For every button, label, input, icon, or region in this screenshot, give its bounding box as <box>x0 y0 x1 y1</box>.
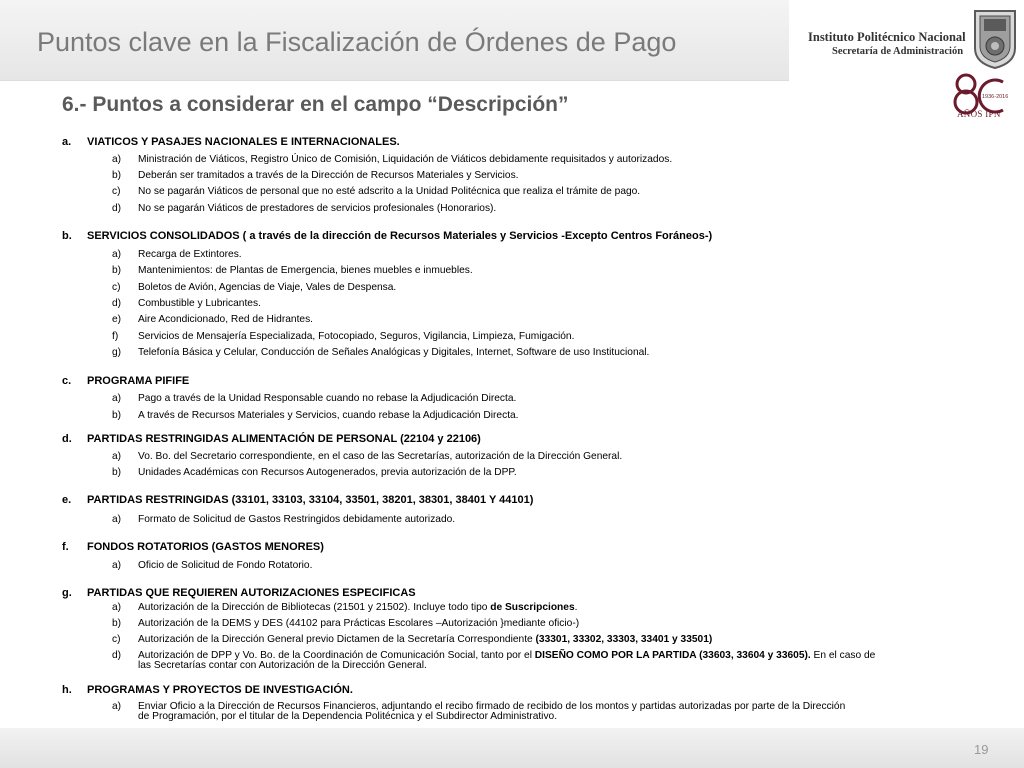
item-letter: c) <box>112 634 121 645</box>
list-item <box>112 393 516 404</box>
list-item <box>112 560 312 571</box>
anniversary-years: 1936-2016 <box>982 94 1009 100</box>
list-item <box>112 651 875 670</box>
item-text: Boletos de Avión, Agencias de Viaje, Vales de Despensa. <box>138 282 397 293</box>
item-letter: a) <box>112 393 122 404</box>
item-letter: g) <box>112 347 122 358</box>
item-text: Recarga de Extintores. <box>138 249 242 260</box>
anniversary-label: AÑOS IPN <box>957 109 1001 119</box>
section-title-text: VIATICOS Y PASAJES NACIONALES E INTERNACIONALES. <box>87 136 400 148</box>
list-item <box>112 331 574 342</box>
item-letter: c) <box>112 282 121 293</box>
item-text: Ministración de Viáticos, Registro Único de Comisión, Liquidación de Viáticos debidamente requisitados y autorizados. <box>138 154 673 165</box>
list-item <box>112 314 313 325</box>
item-letter: f) <box>112 331 119 342</box>
item-bold-text: de Suscripciones <box>490 602 575 613</box>
section-letter: e. <box>62 494 72 506</box>
section-letter: c. <box>62 375 72 387</box>
item-letter: a) <box>112 560 122 571</box>
section-heading-f <box>62 541 324 553</box>
item-text: Mantenimientos: de Plantas de Emergencia, bienes muebles e inmuebles. <box>138 265 473 276</box>
section-title-text: PARTIDAS RESTRINGIDAS ALIMENTACIÓN DE PERSONAL (22104 y 22106) <box>87 433 481 445</box>
page-number: 19 <box>974 742 989 757</box>
item-text: Autorización de la Dirección de Bibliotecas (21501 y 21502). Incluye todo tipo <box>138 602 491 613</box>
item-tail-text: . <box>574 602 578 613</box>
list-item <box>112 203 496 214</box>
item-text: Unidades Académicas con Recursos Autogenerados, previa autorización de la DPP. <box>138 467 517 478</box>
section-title-text: PARTIDAS RESTRINGIDAS (33101, 33103, 33104, 33501, 38201, 38301, 38401 Y 44101) <box>87 494 534 506</box>
item-letter: b) <box>112 618 122 629</box>
section-letter: a. <box>62 136 72 148</box>
item-letter: d) <box>112 650 122 661</box>
list-item <box>112 702 845 721</box>
section-title-text: FONDOS ROTATORIOS (GASTOS MENORES) <box>87 541 324 553</box>
item-letter: a) <box>112 514 122 525</box>
item-text: Oficio de Solicitud de Fondo Rotatorio. <box>138 560 313 571</box>
item-text: Aire Acondicionado, Red de Hidrantes. <box>138 314 313 325</box>
item-letter: a) <box>112 451 122 462</box>
section-heading-a <box>62 136 400 148</box>
list-item <box>112 249 242 260</box>
item-text: A través de Recursos Materiales y Servicios, cuando rebase la Adjudicación Directa. <box>138 410 519 421</box>
list-item <box>112 410 519 421</box>
list-item <box>112 634 712 645</box>
item-letter: a) <box>112 602 122 613</box>
secretariat-name: Secretaría de Administración <box>832 46 964 57</box>
item-letter: a) <box>112 249 122 260</box>
list-item <box>112 186 640 197</box>
item-text: Enviar Oficio a la Dirección de Recursos Financieros, adjuntando el recibo firmado de recibido de los montos y partidas autorizadas por parte de la Dirección <box>138 701 846 712</box>
list-item <box>112 618 579 629</box>
section-title-text: PROGRAMA PIFIFE <box>87 375 190 387</box>
section-letter: d. <box>62 433 72 445</box>
item-text: Servicios de Mensajería Especializada, Fotocopiado, Seguros, Vigilancia, Limpieza, Fumigación. <box>138 331 575 342</box>
item-text: No se pagarán Viáticos de prestadores de servicios profesionales (Honorarios). <box>138 203 497 214</box>
section-letter: f. <box>62 541 69 553</box>
item-letter: e) <box>112 314 122 325</box>
section-heading-e <box>62 494 533 506</box>
slide-title: Puntos clave en la Fiscalización de Órdenes de Pago <box>37 27 677 57</box>
item-letter: b) <box>112 265 122 276</box>
section-letter: g. <box>62 587 72 599</box>
item-text-line2: las Secretarías contar con Autorización de la Dirección General. <box>138 659 427 671</box>
item-bold-text: (33301, 33302, 33303, 33401 y 33501) <box>535 634 713 645</box>
section-title-text: PROGRAMAS Y PROYECTOS DE INVESTIGACIÓN. <box>87 684 353 696</box>
item-bold-text: DISEÑO COMO POR LA PARTIDA (33603, 33604 y 33605). <box>534 650 811 661</box>
list-item <box>112 451 622 462</box>
item-text: Autorización de la DEMS y DES (44102 para Prácticas Escolares –Autorización }mediante oficio-) <box>138 618 580 629</box>
section-title: 6.- Puntos a considerar en el campo “Descripción” <box>62 93 569 116</box>
item-letter: d) <box>112 203 122 214</box>
item-letter: d) <box>112 298 122 309</box>
list-item <box>112 298 261 309</box>
list-item <box>112 347 649 358</box>
list-item <box>112 602 577 613</box>
section-heading-b <box>62 230 712 242</box>
item-letter: c) <box>112 186 121 197</box>
section-title-text: PARTIDAS QUE REQUIEREN AUTORIZACIONES ESPECIFICAS <box>87 587 416 599</box>
section-heading-d <box>62 433 481 445</box>
list-item <box>112 265 473 276</box>
section-heading-h <box>62 684 353 696</box>
list-item <box>112 154 672 165</box>
item-text: Autorización de la Dirección General previo Dictamen de la Secretaría Correspondiente <box>138 634 536 645</box>
item-letter: b) <box>112 170 122 181</box>
institution-name: Instituto Politécnico Nacional <box>808 30 966 44</box>
item-text: Formato de Solicitud de Gastos Restringidos debidamente autorizado. <box>138 514 456 525</box>
list-item <box>112 282 396 293</box>
item-text: Combustible y Lubricantes. <box>138 298 261 309</box>
section-letter: b. <box>62 230 72 242</box>
section-heading-c <box>62 375 189 387</box>
list-item <box>112 467 517 478</box>
item-text: No se pagarán Viáticos de personal que no esté adscrito a la Unidad Politécnica que realiza el trámite de pago. <box>138 186 641 197</box>
item-text: Telefonía Básica y Celular, Conducción de Señales Analógicas y Digitales, Internet, Software de uso Institucional. <box>138 347 650 358</box>
list-item <box>112 514 455 525</box>
section-letter: h. <box>62 684 72 696</box>
section-heading-g <box>62 587 416 599</box>
list-item <box>112 170 519 181</box>
item-text: Autorización de DPP y Vo. Bo. de la Coordinación de Comunicación Social, tanto por el <box>138 650 535 661</box>
item-letter: b) <box>112 467 122 478</box>
item-text-line2: de Programación, por el titular de la Dependencia Politécnica y el Subdirector Administrativo. <box>138 710 558 722</box>
section-title-text: SERVICIOS CONSOLIDADOS ( a través de la dirección de Recursos Materiales y Servicios -Excepto Centros Foráneos-) <box>87 230 713 242</box>
footer-band <box>0 728 1024 768</box>
item-text: Deberán ser tramitados a través de la Dirección de Recursos Materiales y Servicios. <box>138 170 519 181</box>
item-tail-text: En el caso de <box>810 650 876 661</box>
item-letter: a) <box>112 701 122 712</box>
item-letter: b) <box>112 410 122 421</box>
item-text: Vo. Bo. del Secretario correspondiente, en el caso de las Secretarías, autorización de la Dirección General. <box>138 451 623 462</box>
item-text: Pago a través de la Unidad Responsable cuando no rebase la Adjudicación Directa. <box>138 393 517 404</box>
item-letter: a) <box>112 154 122 165</box>
